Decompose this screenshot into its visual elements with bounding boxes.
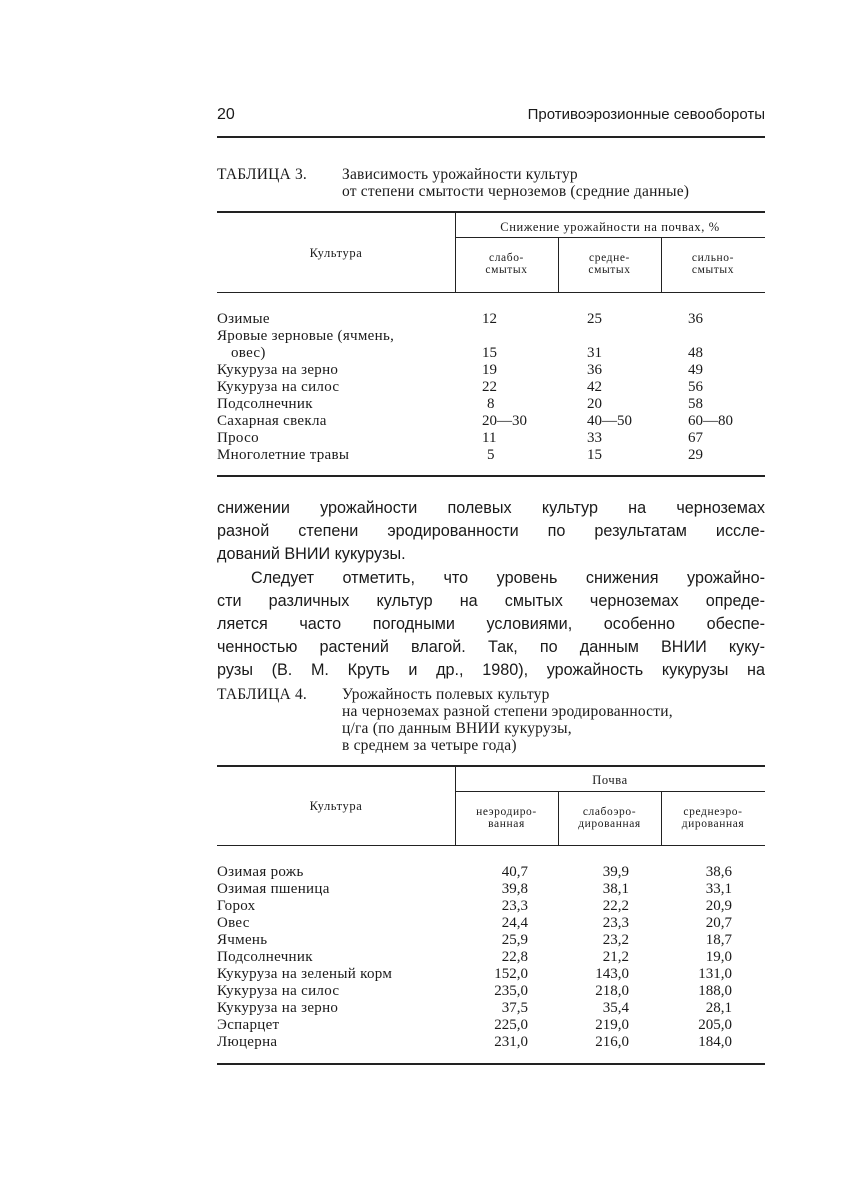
table-row: овес) 15 31 48 xyxy=(231,345,703,361)
table4-col-header-1: неэродиро- ванная xyxy=(476,806,537,830)
text-line: Следует отметить, что уровень снижения урожайно- xyxy=(251,568,765,587)
table4-group-header: Почва xyxy=(592,773,628,787)
table4-title-line: на черноземах разной степени эродированности, xyxy=(342,703,673,720)
table4-header-rule xyxy=(217,845,765,846)
header-rule xyxy=(217,136,765,138)
table-row: Сахарная свекла 20—30 40—50 60—80 xyxy=(217,413,733,429)
table-row: Кукуруза на зерно 19 36 49 xyxy=(217,362,703,378)
table-row: Многолетние травы 5 15 29 xyxy=(217,447,703,463)
table4-title-line: в среднем за четыре года) xyxy=(342,737,517,754)
text-line: снижении урожайности полевых культур на черноземах xyxy=(217,499,765,517)
table-row: Кукуруза на силос 22 42 56 xyxy=(217,379,703,395)
table4-body xyxy=(217,864,765,1051)
text-line: рузы (В. М. Круть и др., 1980), урожайность кукурузы на xyxy=(217,661,765,680)
table-row: Кукуруза на зеленый корм 152,0 143,0 131,0 xyxy=(217,966,732,982)
table-row: Подсолнечник 8 20 58 xyxy=(217,396,703,412)
table-row: Ячмень 25,9 23,2 18,7 xyxy=(217,932,732,948)
table-row: Овес 24,4 23,3 20,7 xyxy=(217,915,732,931)
table4-title-line: ц/га (по данным ВНИИ кукурузы, xyxy=(342,720,572,737)
table3-body xyxy=(217,311,765,464)
page-header xyxy=(217,106,765,128)
table4-title-line: Урожайность полевых культур xyxy=(342,686,550,703)
table4-col-header-2: слабоэро- дированная xyxy=(578,806,641,830)
text-line: ляется часто погодными условиями, особенно обеспе- xyxy=(217,615,765,634)
table-row: Озимая рожь 40,7 39,9 38,6 xyxy=(217,864,732,880)
table-row: Просо 11 33 67 xyxy=(217,430,703,446)
table3-col-header-2: средне- смытых xyxy=(588,252,631,276)
table4-bottom-rule xyxy=(217,1063,765,1065)
table-row: Эспарцет 225,0 219,0 205,0 xyxy=(217,1017,732,1033)
table3-caption xyxy=(217,166,765,202)
table-row: Кукуруза на зерно 37,5 35,4 28,1 xyxy=(217,1000,732,1016)
table4-col-header-3: среднеэро- дированная xyxy=(681,806,745,830)
table3-title-line: от степени смытости черноземов (средние данные) xyxy=(342,183,690,200)
page-number: 20 xyxy=(217,106,235,123)
table3-title-line: Зависимость урожайности культур xyxy=(342,166,578,183)
running-title: Противоэрозионные севообороты xyxy=(527,106,765,123)
table-row: Озимая пшеница 39,8 38,1 33,1 xyxy=(217,881,732,897)
text-line: сти различных культур на смытых черноземах опреде- xyxy=(217,591,765,610)
table4-stub-header: Культура xyxy=(309,799,363,813)
table-row: Подсолнечник 22,8 21,2 19,0 xyxy=(217,949,732,965)
table-row: Яровые зерновые (ячмень, xyxy=(217,328,395,344)
text-line: разной степени эродированности по результатам иссле- xyxy=(217,522,765,541)
body-text xyxy=(217,497,765,683)
table3-label: ТАБЛИЦА 3. xyxy=(217,166,307,183)
table-row: Озимые 12 25 36 xyxy=(217,311,703,327)
table4-label: ТАБЛИЦА 4. xyxy=(217,686,307,703)
table4-group-rule xyxy=(455,791,765,792)
table-row: Горох 23,3 22,2 20,9 xyxy=(217,898,732,914)
table-row: Люцерна 231,0 216,0 184,0 xyxy=(217,1034,732,1050)
table3-top-rule xyxy=(217,211,765,213)
table3-stub-header: Культура xyxy=(309,246,363,260)
table-row: Кукуруза на силос 235,0 218,0 188,0 xyxy=(217,983,732,999)
table3-group-header: Снижение урожайности на почвах, % xyxy=(500,220,720,234)
table3-header-rule xyxy=(217,292,765,293)
table3-group-rule xyxy=(455,237,765,238)
table3-bottom-rule xyxy=(217,475,765,477)
table3-col-header-1: слабо- смытых xyxy=(485,252,528,276)
table4-top-rule xyxy=(217,765,765,767)
text-line: ченностью растений влагой. Так, по данным ВНИИ куку- xyxy=(217,638,765,657)
table4-caption xyxy=(217,686,765,756)
table3-col-header-3: сильно- смытых xyxy=(691,252,735,276)
text-line: дований ВНИИ кукурузы. xyxy=(217,545,406,564)
